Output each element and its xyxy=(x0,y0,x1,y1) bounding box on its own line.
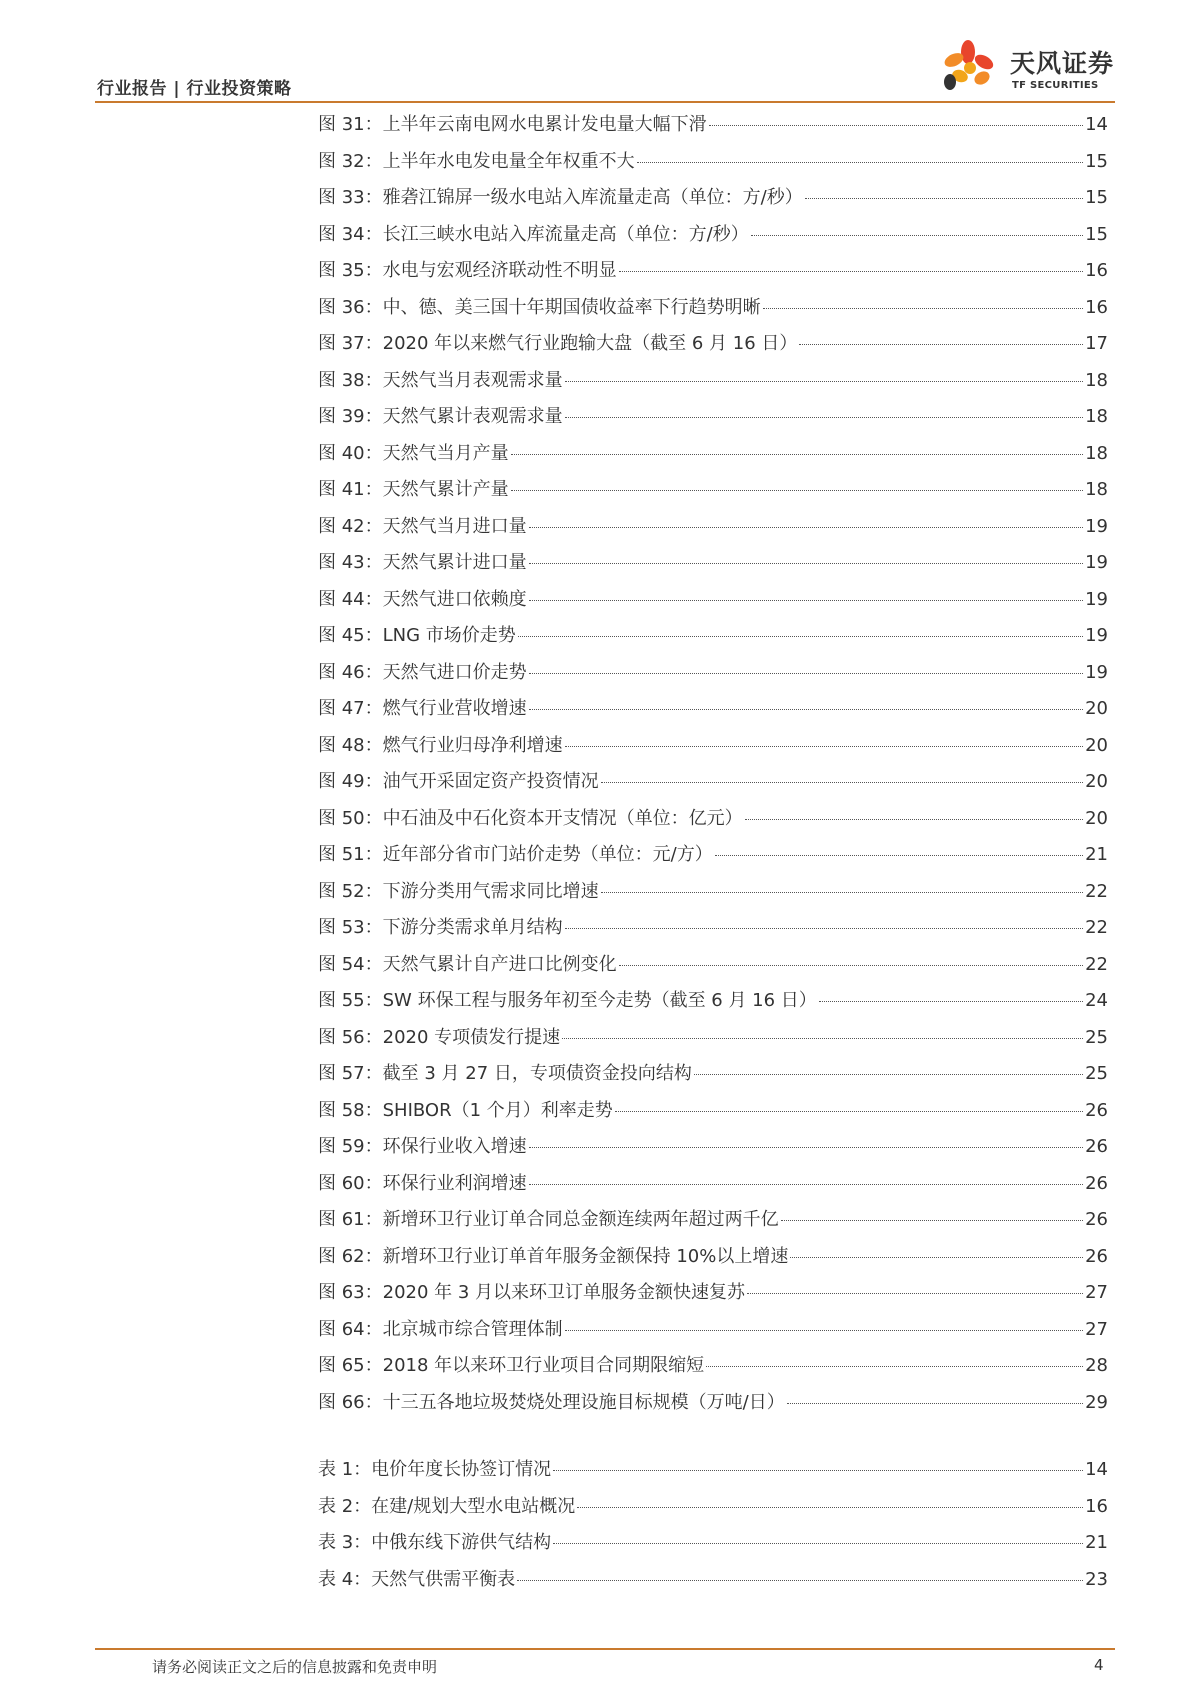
figure-entry-title: 图 36：中、德、美三国十年期国债收益率下行趋势明晰 xyxy=(318,296,761,318)
figure-entry-title: 图 57：截至 3 月 27 日，专项债资金投向结构 xyxy=(318,1063,692,1084)
figure-entry-page-number: 15 xyxy=(1085,187,1108,208)
figure-entry-page-number: 19 xyxy=(1085,552,1108,573)
dot-leader xyxy=(694,1074,1083,1075)
figure-entry-title: 图 61：新增环卫行业订单合同总金额连续两年超过两千亿 xyxy=(318,1209,779,1230)
table-entry[interactable] xyxy=(318,1565,1108,1602)
figure-entry-title: 图 32：上半年水电发电量全年权重不大 xyxy=(318,150,635,172)
dot-leader xyxy=(565,746,1083,747)
figure-entry[interactable] xyxy=(318,183,1108,220)
dot-leader xyxy=(745,819,1083,820)
figure-entry[interactable] xyxy=(318,1132,1108,1169)
figure-entry[interactable] xyxy=(318,366,1108,403)
figure-entry[interactable] xyxy=(318,767,1108,804)
figure-entry-title: 图 50：中石油及中石化资本开支情况（单位：亿元） xyxy=(318,807,743,829)
figure-entry[interactable] xyxy=(318,256,1108,293)
dot-leader xyxy=(751,235,1083,236)
figure-entry-page-number: 22 xyxy=(1085,953,1108,975)
dot-leader xyxy=(562,1038,1083,1039)
dot-leader xyxy=(553,1543,1083,1544)
dot-leader xyxy=(529,1184,1083,1185)
figure-entry[interactable] xyxy=(318,1278,1108,1315)
figure-entry[interactable] xyxy=(318,585,1108,622)
dot-leader xyxy=(781,1220,1083,1221)
figure-entry-title: 图 40：天然气当月产量 xyxy=(318,442,509,464)
table-entry[interactable] xyxy=(318,1455,1108,1492)
dot-leader xyxy=(715,855,1083,856)
dot-leader xyxy=(709,125,1083,126)
figure-entry-title: 图 63：2020 年 3 月以来环卫订单服务金额快速复苏 xyxy=(318,1282,746,1303)
figure-entry[interactable] xyxy=(318,1242,1108,1279)
figure-entry-page-number: 27 xyxy=(1085,1318,1108,1340)
figure-entry-title: 图 39：天然气累计表观需求量 xyxy=(318,406,563,427)
figure-entry-title: 图 64：北京城市综合管理体制 xyxy=(318,1318,563,1340)
table-entry-title: 表 4：天然气供需平衡表 xyxy=(318,1568,516,1590)
figure-entry-page-number: 21 xyxy=(1085,844,1108,865)
figure-entry[interactable] xyxy=(318,658,1108,695)
dot-leader xyxy=(529,1147,1083,1148)
figure-entry-page-number: 19 xyxy=(1085,588,1108,610)
figure-entry-title: 图 46：天然气进口价走势 xyxy=(318,661,527,683)
figure-entry-title: 图 48：燃气行业归母净利增速 xyxy=(318,734,563,756)
figure-entry-page-number: 26 xyxy=(1085,1136,1108,1157)
dot-leader xyxy=(565,381,1083,382)
figure-entry-title: 图 33：雅砻江锦屏一级水电站入库流量走高（单位：方/秒） xyxy=(318,187,803,208)
dot-leader xyxy=(619,271,1083,272)
figure-entry-page-number: 16 xyxy=(1085,296,1108,318)
figure-entry[interactable] xyxy=(318,694,1108,731)
figure-entry-title: 图 58：SHIBOR（1 个月）利率走势 xyxy=(318,1099,613,1121)
dot-leader xyxy=(619,965,1083,966)
figure-entry[interactable] xyxy=(318,1059,1108,1096)
figure-entry[interactable] xyxy=(318,475,1108,512)
dot-leader xyxy=(529,563,1083,564)
figure-entry-page-number: 26 xyxy=(1085,1099,1108,1121)
figure-entry[interactable] xyxy=(318,1023,1108,1060)
dot-leader xyxy=(819,1001,1083,1002)
figure-entry-title: 图 44：天然气进口依赖度 xyxy=(318,588,527,610)
figure-entry-title: 图 35：水电与宏观经济联动性不明显 xyxy=(318,260,617,281)
figure-entry[interactable] xyxy=(318,220,1108,257)
dot-leader xyxy=(577,1507,1083,1508)
figure-entry-page-number: 20 xyxy=(1085,734,1108,756)
figure-entry-page-number: 19 xyxy=(1085,515,1108,537)
figure-entry-title: 图 47：燃气行业营收增速 xyxy=(318,698,527,719)
figure-entry-title: 图 60：环保行业利润增速 xyxy=(318,1172,527,1194)
dot-leader xyxy=(565,928,1083,929)
figure-entry-title: 图 59：环保行业收入增速 xyxy=(318,1136,527,1157)
dot-leader xyxy=(565,417,1083,418)
figure-entry-page-number: 18 xyxy=(1085,442,1108,464)
dot-leader xyxy=(615,1111,1083,1112)
figure-entry-title: 图 53：下游分类需求单月结构 xyxy=(318,917,563,938)
figure-entry[interactable] xyxy=(318,804,1108,841)
dot-leader xyxy=(518,636,1083,637)
dot-leader xyxy=(790,1257,1083,1258)
table-entry[interactable] xyxy=(318,1492,1108,1529)
figure-entry[interactable] xyxy=(318,1205,1108,1242)
figure-entry-page-number: 27 xyxy=(1085,1282,1108,1303)
figure-entry-title: 图 43：天然气累计进口量 xyxy=(318,552,527,573)
table-entry[interactable] xyxy=(318,1528,1108,1565)
logo-english-name: TF SECURITIES xyxy=(1012,80,1099,91)
dot-leader xyxy=(637,162,1083,163)
figure-entry-page-number: 19 xyxy=(1085,661,1108,683)
figure-entry-page-number: 25 xyxy=(1085,1063,1108,1084)
figure-entry-page-number: 26 xyxy=(1085,1245,1108,1267)
figure-entry-page-number: 25 xyxy=(1085,1026,1108,1048)
figure-entry-page-number: 17 xyxy=(1085,333,1108,354)
figure-entry[interactable] xyxy=(318,1169,1108,1206)
figure-entry[interactable] xyxy=(318,402,1108,439)
figure-entry-page-number: 29 xyxy=(1085,1391,1108,1413)
dot-leader xyxy=(517,1580,1083,1581)
header-divider xyxy=(95,101,1115,103)
figure-entry-title: 图 42：天然气当月进口量 xyxy=(318,515,527,537)
figure-entry[interactable] xyxy=(318,913,1108,950)
table-entry-title: 表 3：中俄东线下游供气结构 xyxy=(318,1532,552,1553)
figure-entry-title: 图 38：天然气当月表观需求量 xyxy=(318,369,563,391)
figure-entry[interactable] xyxy=(318,147,1108,184)
figure-entry-title: 图 56：2020 专项债发行提速 xyxy=(318,1026,561,1048)
dot-leader xyxy=(529,709,1083,710)
dot-leader xyxy=(565,1330,1083,1331)
figure-entry-title: 图 45：LNG 市场价走势 xyxy=(318,625,516,646)
figure-entry[interactable] xyxy=(318,1315,1108,1352)
figure-entry[interactable] xyxy=(318,439,1108,476)
dot-leader xyxy=(706,1366,1083,1367)
dot-leader xyxy=(511,454,1083,455)
figure-entry[interactable] xyxy=(318,986,1108,1023)
figure-entry-title: 图 65：2018 年以来环卫行业项目合同期限缩短 xyxy=(318,1355,705,1376)
figure-entry-page-number: 20 xyxy=(1085,807,1108,829)
report-category: 行业报告 | 行业投资策略 xyxy=(97,79,292,99)
figure-entry[interactable] xyxy=(318,1351,1108,1388)
figure-entry-page-number: 15 xyxy=(1085,223,1108,245)
figure-entry-title: 图 55：SW 环保工程与服务年初至今走势（截至 6 月 16 日） xyxy=(318,990,817,1011)
dot-leader xyxy=(511,490,1083,491)
company-logo xyxy=(938,38,1118,100)
figure-entry-page-number: 20 xyxy=(1085,771,1108,792)
figure-entry-page-number: 20 xyxy=(1085,698,1108,719)
figure-entry-page-number: 18 xyxy=(1085,406,1108,427)
dot-leader xyxy=(601,892,1083,893)
dot-leader xyxy=(529,673,1083,674)
disclaimer-text: 请务必阅读正文之后的信息披露和免责申明 xyxy=(152,1658,438,1676)
dot-leader xyxy=(529,527,1083,528)
figure-entry-title: 图 62：新增环卫行业订单首年服务金额保持 10%以上增速 xyxy=(318,1245,789,1267)
dot-leader xyxy=(601,782,1083,783)
dot-leader xyxy=(787,1403,1083,1404)
figure-entry-title: 图 37：2020 年以来燃气行业跑输大盘（截至 6 月 16 日） xyxy=(318,333,798,354)
figure-entry-title: 图 66：十三五各地垃圾焚烧处理设施目标规模（万吨/日） xyxy=(318,1391,785,1413)
figure-entry[interactable] xyxy=(318,329,1108,366)
figure-entry-page-number: 24 xyxy=(1085,990,1108,1011)
figure-entry[interactable] xyxy=(318,840,1108,877)
figure-entry-page-number: 16 xyxy=(1085,260,1108,281)
figure-entry-page-number: 19 xyxy=(1085,625,1108,646)
flower-logo-icon xyxy=(938,38,1008,100)
figure-entry-title: 图 49：油气开采固定资产投资情况 xyxy=(318,771,599,792)
figure-entry-title: 图 34：长江三峡水电站入库流量走高（单位：方/秒） xyxy=(318,223,749,245)
figure-entry[interactable] xyxy=(318,621,1108,658)
dot-leader xyxy=(529,600,1083,601)
figure-entry-page-number: 18 xyxy=(1085,369,1108,391)
logo-chinese-name: 天风证券 xyxy=(1010,49,1115,78)
table-list xyxy=(318,1455,1108,1601)
dot-leader xyxy=(799,344,1083,345)
figure-entry[interactable] xyxy=(318,512,1108,549)
figure-entry[interactable] xyxy=(318,548,1108,585)
figure-entry[interactable] xyxy=(318,110,1108,147)
table-entry-title: 表 1：电价年度长协签订情况 xyxy=(318,1459,552,1480)
figure-entry-page-number: 22 xyxy=(1085,880,1108,902)
footer-divider xyxy=(95,1648,1115,1650)
table-entry-page-number: 14 xyxy=(1085,1459,1108,1480)
dot-leader xyxy=(763,308,1083,309)
dot-leader xyxy=(805,198,1083,199)
figure-entry[interactable] xyxy=(318,731,1108,768)
figure-entry-title: 图 51：近年部分省市门站价走势（单位：元/方） xyxy=(318,844,713,865)
figure-entry[interactable] xyxy=(318,950,1108,987)
figure-entry-page-number: 26 xyxy=(1085,1209,1108,1230)
figure-entry[interactable] xyxy=(318,293,1108,330)
table-entry-page-number: 23 xyxy=(1085,1568,1108,1590)
figure-entry[interactable] xyxy=(318,1388,1108,1425)
table-entry-page-number: 16 xyxy=(1085,1495,1108,1517)
figure-entry[interactable] xyxy=(318,877,1108,914)
figure-entry-page-number: 18 xyxy=(1085,479,1108,500)
figure-entry-page-number: 15 xyxy=(1085,150,1108,172)
figure-entry-title: 图 31：上半年云南电网水电累计发电量大幅下滑 xyxy=(318,114,707,135)
page-number: 4 xyxy=(1094,1656,1104,1674)
figure-entry[interactable] xyxy=(318,1096,1108,1133)
figure-entry-page-number: 26 xyxy=(1085,1172,1108,1194)
table-entry-page-number: 21 xyxy=(1085,1532,1108,1553)
figure-entry-page-number: 28 xyxy=(1085,1355,1108,1376)
figure-entry-title: 图 52：下游分类用气需求同比增速 xyxy=(318,880,599,902)
dot-leader xyxy=(747,1293,1083,1294)
table-entry-title: 表 2：在建/规划大型水电站概况 xyxy=(318,1495,576,1517)
figure-entry-page-number: 22 xyxy=(1085,917,1108,938)
dot-leader xyxy=(553,1470,1083,1471)
figure-entry-page-number: 14 xyxy=(1085,114,1108,135)
figure-entry-title: 图 54：天然气累计自产进口比例变化 xyxy=(318,953,617,975)
figure-list xyxy=(318,110,1108,1424)
figure-entry-title: 图 41：天然气累计产量 xyxy=(318,479,509,500)
